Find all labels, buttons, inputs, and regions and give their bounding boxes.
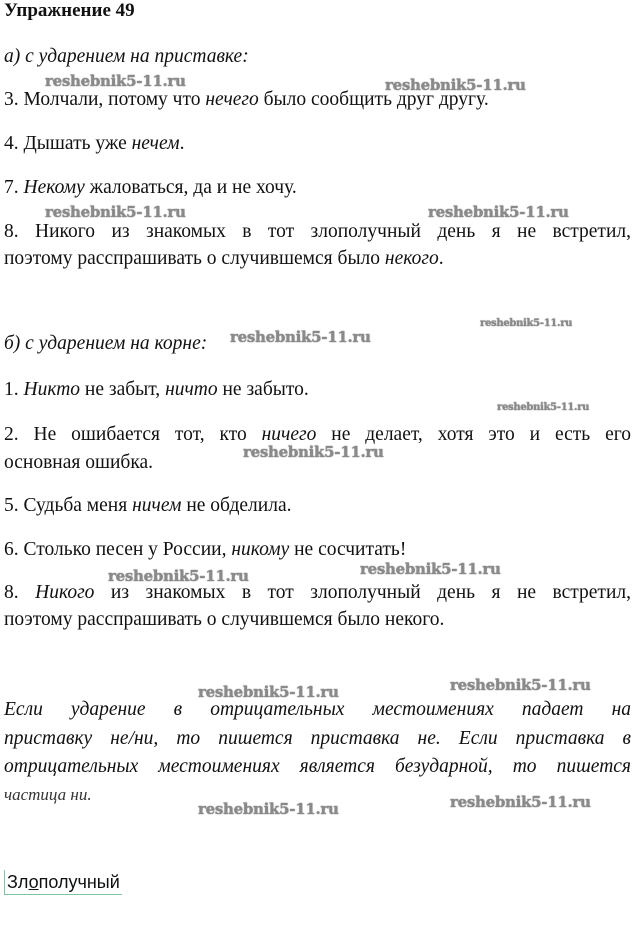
item-b-2-line2: основная ошибка. <box>4 452 154 473</box>
rule-line-2: приставку не/ни, то пишется приставка не. Если приставка в <box>4 728 631 749</box>
watermark: reshebnik5-11.ru <box>480 318 573 329</box>
watermark: reshebnik5-11.ru <box>243 443 384 461</box>
item-b-1: 1. Никто не забыт, ничто не забыто. <box>4 379 309 400</box>
rule-line-3: отрицательных местоимениях является безударной, то пишется <box>4 756 631 777</box>
rule-line-4: частица ни. <box>4 785 92 804</box>
watermark: reshebnik5-11.ru <box>45 203 186 221</box>
watermark: reshebnik5-11.ru <box>198 800 339 818</box>
rule-line-1: Если ударение в отрицательных местоимениях падает на <box>4 699 631 720</box>
item-a-8-line2: поэтому расспрашивать о случившемся было некого. <box>4 248 444 269</box>
watermark: reshebnik5-11.ru <box>45 72 186 90</box>
highlighted-word: Злополучный <box>4 870 122 895</box>
item-b-8-line2: поэтому расспрашивать о случившемся было некого. <box>4 609 445 630</box>
item-a-3: 3. Молчали, потому что нечего было сообщить друг другу. <box>4 89 489 110</box>
section-b-heading: б) с ударением на корне: <box>4 333 208 354</box>
item-b-2-line1: 2. Не ошибается тот, кто ничего не делает, хотя это и есть его <box>4 424 631 445</box>
page-title: Упражнение 49 <box>4 0 135 21</box>
watermark: reshebnik5-11.ru <box>198 683 339 701</box>
item-a-7: 7. Некому жаловаться, да и не хочу. <box>4 177 297 198</box>
item-a-4: 4. Дышать уже нечем. <box>4 133 185 154</box>
section-a-heading: а) с ударением на приставке: <box>4 46 249 67</box>
item-b-6: 6. Столько песен у России, никому не сосчитать! <box>4 539 407 560</box>
item-a-8-line1: 8. Никого из знакомых в тот злополучный день я не встретил, <box>4 221 631 242</box>
item-b-8-line1: 8. Никого из знакомых в тот злополучный день я не встретил, <box>4 582 631 603</box>
watermark: reshebnik5-11.ru <box>497 402 590 413</box>
watermark: reshebnik5-11.ru <box>450 793 591 811</box>
watermark: reshebnik5-11.ru <box>385 76 526 94</box>
watermark: reshebnik5-11.ru <box>108 567 249 585</box>
watermark: reshebnik5-11.ru <box>428 203 569 221</box>
watermark: reshebnik5-11.ru <box>230 328 371 346</box>
item-b-5: 5. Судьба меня ничем не обделила. <box>4 495 292 516</box>
watermark: reshebnik5-11.ru <box>450 676 591 694</box>
watermark: reshebnik5-11.ru <box>360 560 501 578</box>
